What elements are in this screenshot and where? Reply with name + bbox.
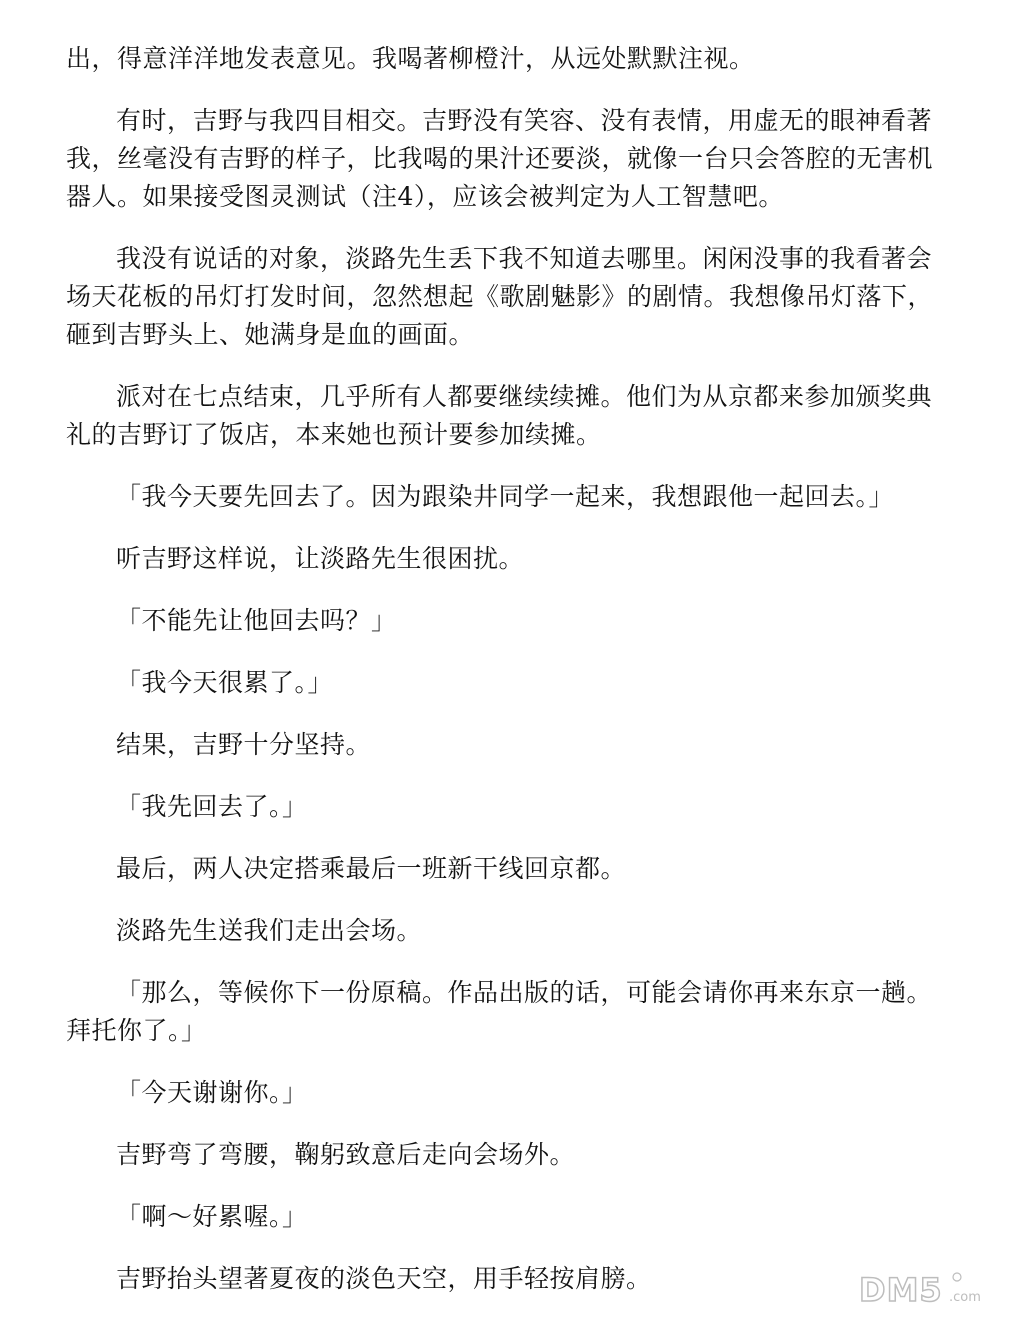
dialogue-line: 「今天谢谢你。」 — [116, 1078, 308, 1107]
dialogue-line: 「我今天要先回去了。因为跟染井同学一起来，我想跟他一起回去。」 — [116, 482, 895, 511]
dm5-logo-icon — [857, 1269, 1007, 1309]
paragraph: 结果，吉野十分坚持。 — [116, 730, 372, 759]
dialogue-line: 「我今天很累了。」 — [116, 668, 334, 697]
paragraph: 听吉野这样说，让淡路先生很困扰。 — [116, 544, 525, 573]
dialogue-line: 「那么，等候你下一份原稿。作品出版的话，可能会请你再来东京一趟。拜托你了。」 — [66, 978, 933, 1045]
paragraph: 吉野弯了弯腰，鞠躬致意后走向会场外。 — [116, 1140, 576, 1169]
paragraph: 我没有说话的对象，淡路先生丢下我不知道去哪里。闲闲没事的我看著会场天花板的吊灯打发时间，忽然想起《歌剧魅影》的剧情。我想像吊灯落下，砸到吉野头上、她满身是血的画面。 — [66, 244, 934, 349]
dialogue-line: 「我先回去了。」 — [116, 792, 308, 821]
dialogue-line: 「啊～好累喔。」 — [116, 1202, 308, 1231]
svg-text:.com: .com — [949, 1290, 981, 1305]
paragraph: 吉野抬头望著夏夜的淡色天空，用手轻按肩膀。 — [116, 1264, 652, 1293]
dm5-watermark-logo — [857, 1269, 1007, 1309]
paragraph: 淡路先生送我们走出会场。 — [116, 916, 423, 945]
paragraph: 派对在七点结束，几乎所有人都要继续续摊。他们为从京都来参加颁奖典礼的吉野订了饭店，本来她也预计要参加续摊。 — [66, 382, 933, 449]
svg-text:DM5: DM5 — [859, 1271, 943, 1309]
paragraph: 有时，吉野与我四目相交。吉野没有笑容、没有表情，用虚无的眼神看著我，丝毫没有吉野的样子，比我喝的果汁还要淡，就像一台只会答腔的无害机器人。如果接受图灵测试（注4），应该会被判定为人工智慧吧。 — [66, 106, 934, 211]
paragraph: 出，得意洋洋地发表意见。我喝著柳橙汁，从远处默默注视。 — [66, 44, 755, 73]
dialogue-line: 「不能先让他回去吗？」 — [116, 606, 397, 635]
paragraph: 最后，两人决定搭乘最后一班新干线回京都。 — [116, 854, 627, 883]
page-text — [66, 40, 956, 1322]
